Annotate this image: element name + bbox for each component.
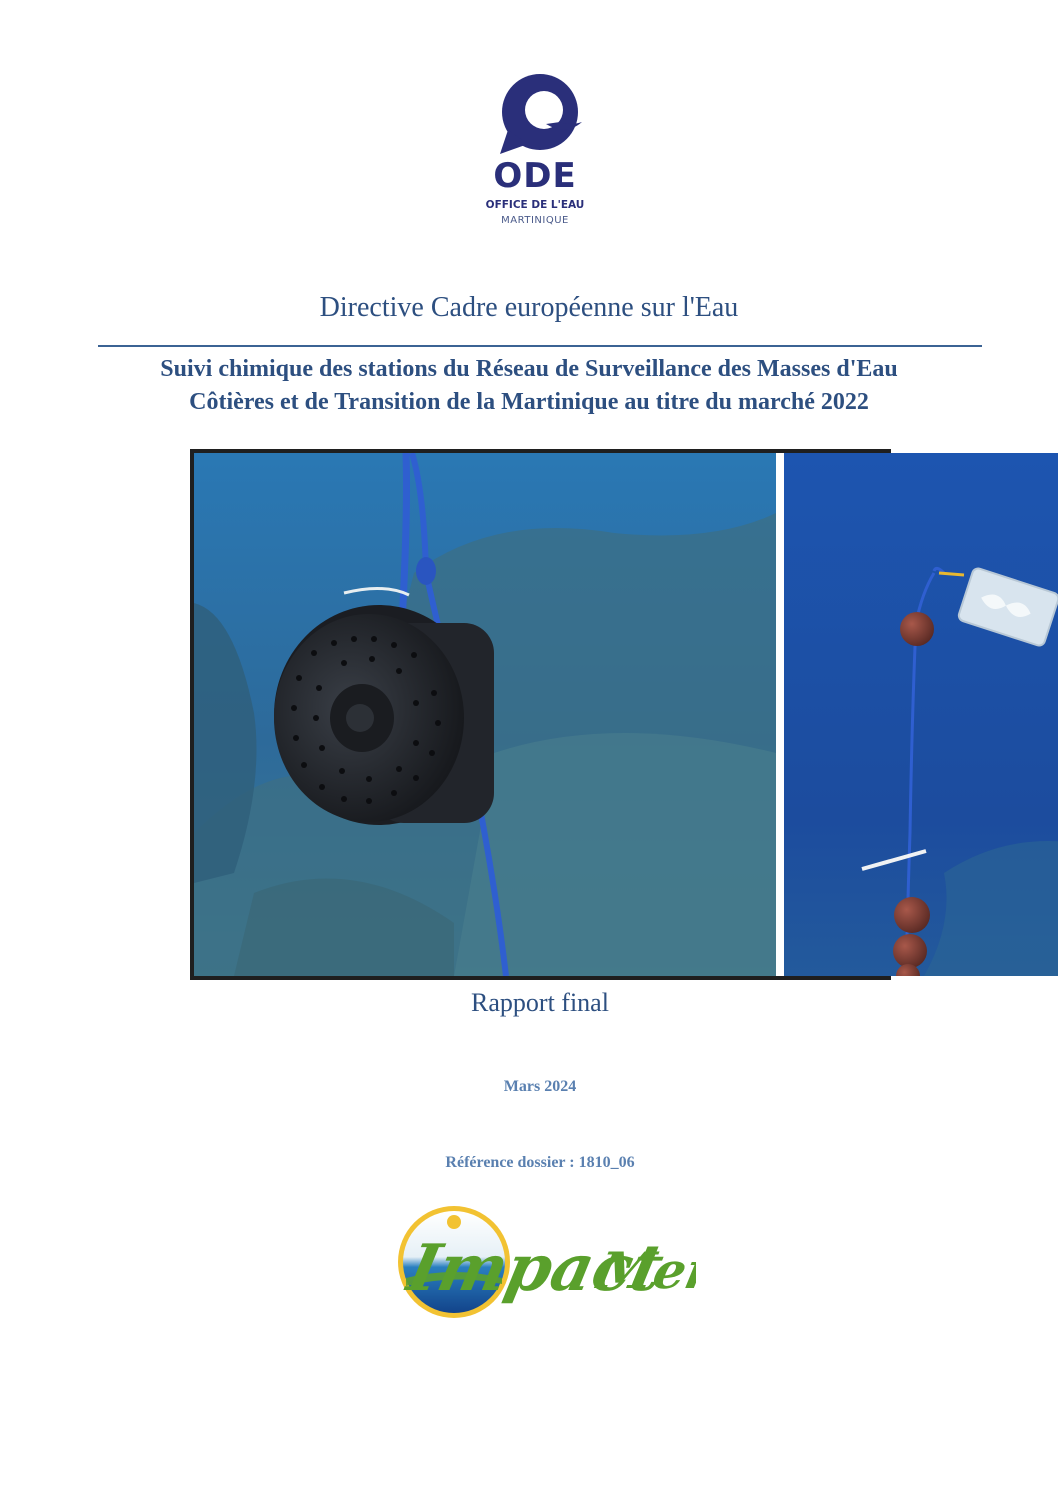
report-label: Rapport final (471, 988, 609, 1017)
ode-logo (470, 66, 600, 236)
cover-photos (190, 449, 891, 980)
document-title: Directive Cadre européenne sur l'Eau (319, 292, 739, 323)
report-date: Mars 2024 (503, 1078, 577, 1095)
document-subtitle (60, 353, 998, 419)
ode-logo-word: ODE (493, 156, 577, 196)
impact-mer-logo (396, 1200, 696, 1325)
subtitle-line-2: Côtières et de Transition de la Martinique au titre du marché 2022 (189, 389, 869, 415)
ode-logo-line2: MARTINIQUE (501, 215, 569, 226)
passive-sampler-photo (194, 453, 776, 976)
ode-logo-line1: OFFICE DE L'EAU (485, 199, 585, 211)
photo-separator (776, 453, 784, 976)
buoy-line-photo (784, 453, 1058, 976)
report-reference: Référence dossier : 1810_06 (445, 1154, 635, 1171)
title-divider (98, 345, 982, 347)
subtitle-line-1: Suivi chimique des stations du Réseau de Surveillance des Masses d'Eau (160, 356, 898, 382)
svg-text:Mer: Mer (592, 1241, 696, 1300)
ode-speech-bubble-icon (470, 66, 600, 158)
svg-text:Impact: Impact (401, 1230, 670, 1306)
